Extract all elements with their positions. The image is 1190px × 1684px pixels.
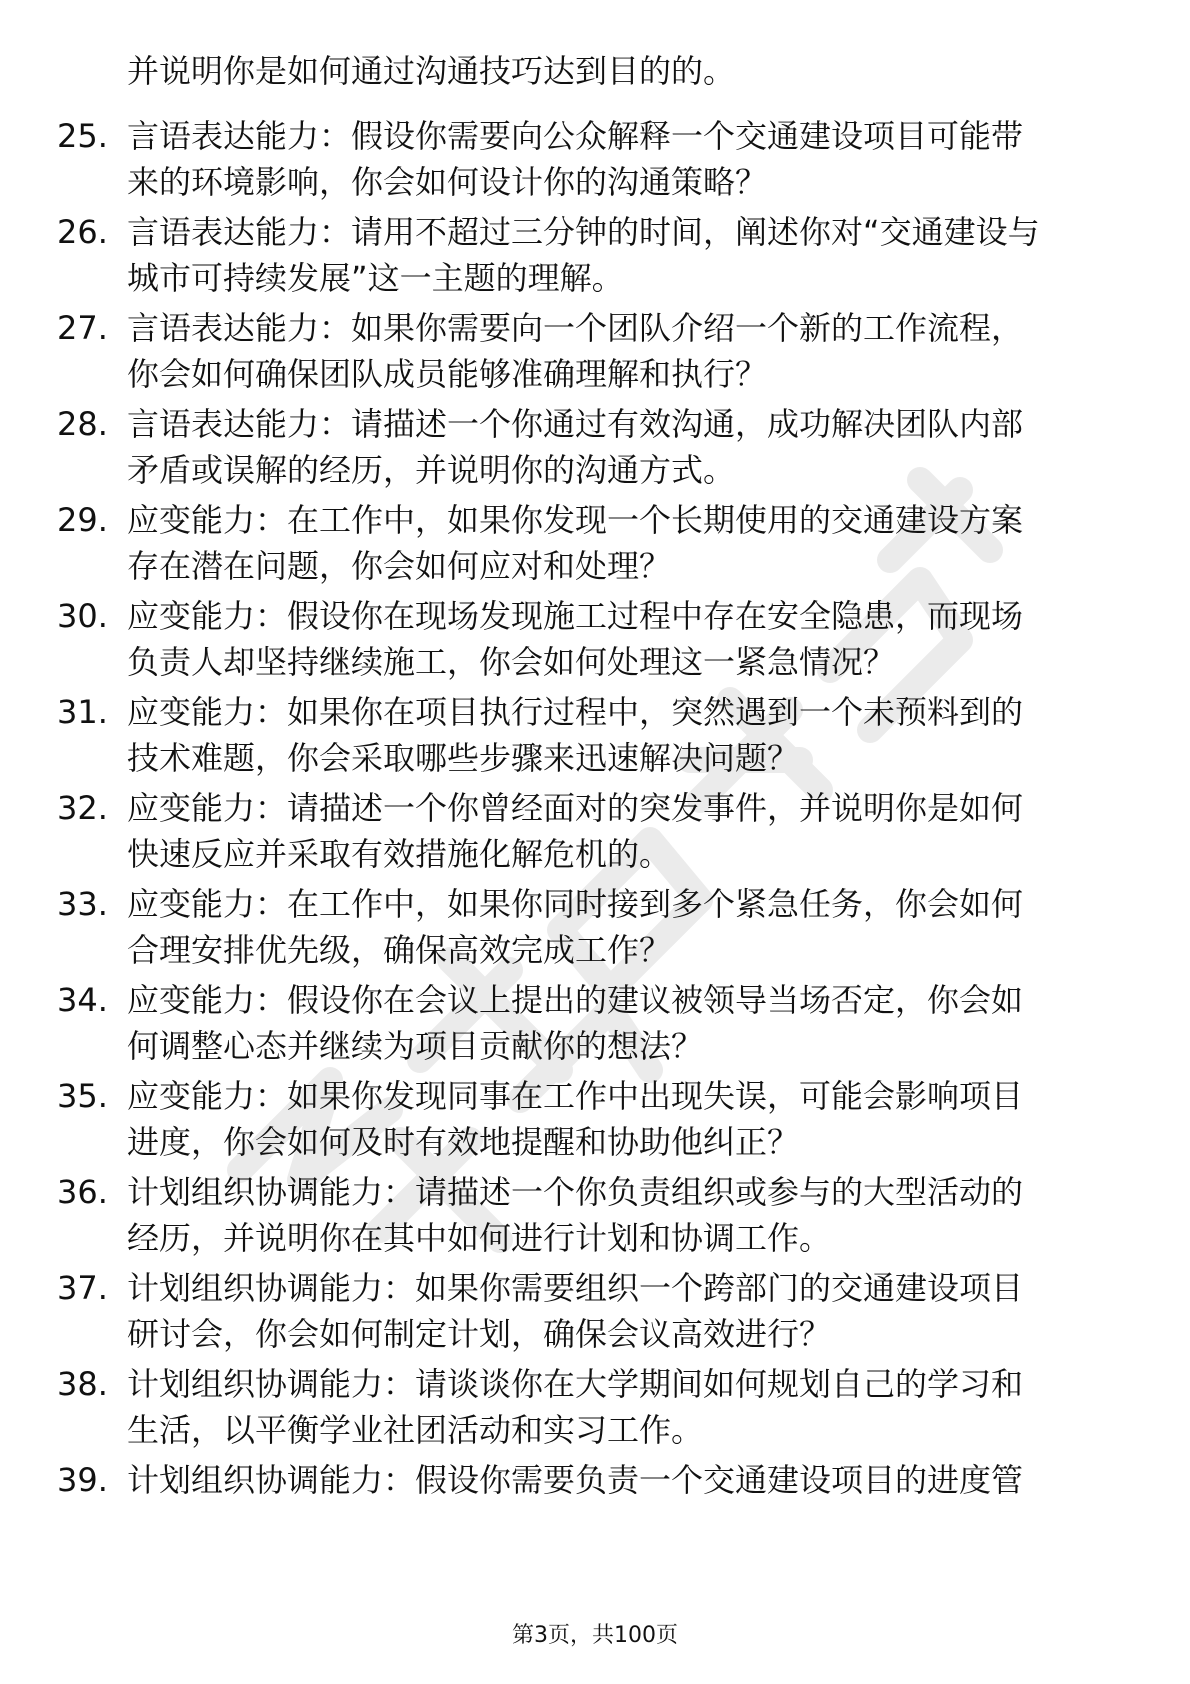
question-text bbox=[127, 1457, 1117, 1503]
question-text bbox=[127, 1169, 1117, 1261]
question-text bbox=[127, 1265, 1117, 1357]
question-item bbox=[0, 497, 1190, 593]
question-number: 38. bbox=[57, 1365, 108, 1403]
question-text bbox=[127, 209, 1117, 301]
question-text-line: 计划组织协调能力：假设你需要负责一个交通建设项目的进度管 bbox=[127, 1461, 1024, 1499]
question-number: 29. bbox=[57, 501, 108, 539]
question-text-line: 城市可持续发展”这一主题的理解。 bbox=[127, 259, 624, 297]
question-text-line: 存在潜在问题，你会如何应对和处理？ bbox=[127, 547, 672, 585]
question-number: 26. bbox=[57, 213, 108, 251]
question-item bbox=[0, 209, 1190, 305]
question-item bbox=[0, 1265, 1190, 1361]
question-text bbox=[127, 1361, 1117, 1453]
question-text-line: 合理安排优先级，确保高效完成工作？ bbox=[127, 931, 672, 969]
question-number: 28. bbox=[57, 405, 108, 443]
question-text bbox=[127, 113, 1117, 205]
question-text-line: 言语表达能力：假设你需要向公众解释一个交通建设项目可能带 bbox=[127, 117, 1024, 155]
question-text bbox=[127, 305, 1117, 397]
question-text-line: 快速反应并采取有效措施化解危机的。 bbox=[127, 835, 672, 873]
question-number: 33. bbox=[57, 885, 108, 923]
question-text bbox=[127, 593, 1117, 685]
question-item bbox=[0, 1073, 1190, 1169]
question-number: 27. bbox=[57, 309, 108, 347]
question-number: 34. bbox=[57, 981, 108, 1019]
question-text-line: 技术难题，你会采取哪些步骤来迅速解决问题？ bbox=[127, 739, 800, 777]
question-number: 32. bbox=[57, 789, 108, 827]
question-text-line: 应变能力：如果你在项目执行过程中，突然遇到一个未预料到的 bbox=[127, 693, 1024, 731]
question-text bbox=[127, 881, 1117, 973]
question-list bbox=[0, 113, 1190, 1553]
page-indicator: 第3页，共100页 bbox=[512, 1623, 678, 1648]
question-text-line: 应变能力：假设你在现场发现施工过程中存在安全隐患，而现场 bbox=[127, 597, 1024, 635]
question-text-line: 应变能力：在工作中，如果你发现一个长期使用的交通建设方案 bbox=[127, 501, 1024, 539]
question-item bbox=[0, 977, 1190, 1073]
question-item bbox=[0, 593, 1190, 689]
continuation-line: 并说明你是如何通过沟通技巧达到目的的。 bbox=[127, 52, 736, 90]
question-number: 35. bbox=[57, 1077, 108, 1115]
question-number: 31. bbox=[57, 693, 108, 731]
question-text-line: 何调整心态并继续为项目贡献你的想法？ bbox=[127, 1027, 704, 1065]
question-text-line: 研讨会，你会如何制定计划，确保会议高效进行？ bbox=[127, 1315, 832, 1353]
question-text-line: 矛盾或误解的经历，并说明你的沟通方式。 bbox=[127, 451, 736, 489]
question-item bbox=[0, 1361, 1190, 1457]
question-text-line: 言语表达能力：请用不超过三分钟的时间，阐述你对“交通建设与 bbox=[127, 213, 1040, 251]
question-text bbox=[127, 977, 1117, 1069]
question-text-line: 来的环境影响，你会如何设计你的沟通策略？ bbox=[127, 163, 768, 201]
question-number: 25. bbox=[57, 117, 108, 155]
question-number: 36. bbox=[57, 1173, 108, 1211]
question-text bbox=[127, 401, 1117, 493]
question-item bbox=[0, 785, 1190, 881]
question-item bbox=[0, 305, 1190, 401]
question-text-line: 生活，以平衡学业社团活动和实习工作。 bbox=[127, 1411, 704, 1449]
question-number: 39. bbox=[57, 1461, 108, 1499]
question-text-line: 应变能力：请描述一个你曾经面对的突发事件，并说明你是如何 bbox=[127, 789, 1024, 827]
question-text-line: 计划组织协调能力：如果你需要组织一个跨部门的交通建设项目 bbox=[127, 1269, 1024, 1307]
question-item bbox=[0, 1457, 1190, 1553]
question-text-line: 应变能力：如果你发现同事在工作中出现失误，可能会影响项目 bbox=[127, 1077, 1024, 1115]
question-text-line: 言语表达能力：如果你需要向一个团队介绍一个新的工作流程， bbox=[127, 309, 1024, 347]
question-text-line: 进度，你会如何及时有效地提醒和协助他纠正？ bbox=[127, 1123, 800, 1161]
question-text-line: 负责人却坚持继续施工，你会如何处理这一紧急情况？ bbox=[127, 643, 896, 681]
question-text-line: 你会如何确保团队成员能够准确理解和执行？ bbox=[127, 355, 768, 393]
question-text-line: 计划组织协调能力：请谈谈你在大学期间如何规划自己的学习和 bbox=[127, 1365, 1024, 1403]
question-text bbox=[127, 785, 1117, 877]
question-item bbox=[0, 881, 1190, 977]
question-text-line: 言语表达能力：请描述一个你通过有效沟通，成功解决团队内部 bbox=[127, 405, 1024, 443]
question-text-line: 经历，并说明你在其中如何进行计划和协调工作。 bbox=[127, 1219, 832, 1257]
question-text bbox=[127, 1073, 1117, 1165]
question-item bbox=[0, 401, 1190, 497]
question-text bbox=[127, 497, 1117, 589]
question-item bbox=[0, 113, 1190, 209]
question-number: 37. bbox=[57, 1269, 108, 1307]
question-text-line: 计划组织协调能力：请描述一个你负责组织或参与的大型活动的 bbox=[127, 1173, 1024, 1211]
question-item bbox=[0, 689, 1190, 785]
question-number: 30. bbox=[57, 597, 108, 635]
question-text-line: 应变能力：在工作中，如果你同时接到多个紧急任务，你会如何 bbox=[127, 885, 1024, 923]
question-item bbox=[0, 1169, 1190, 1265]
question-text-line: 应变能力：假设你在会议上提出的建议被领导当场否定，你会如 bbox=[127, 981, 1024, 1019]
question-text bbox=[127, 689, 1117, 781]
